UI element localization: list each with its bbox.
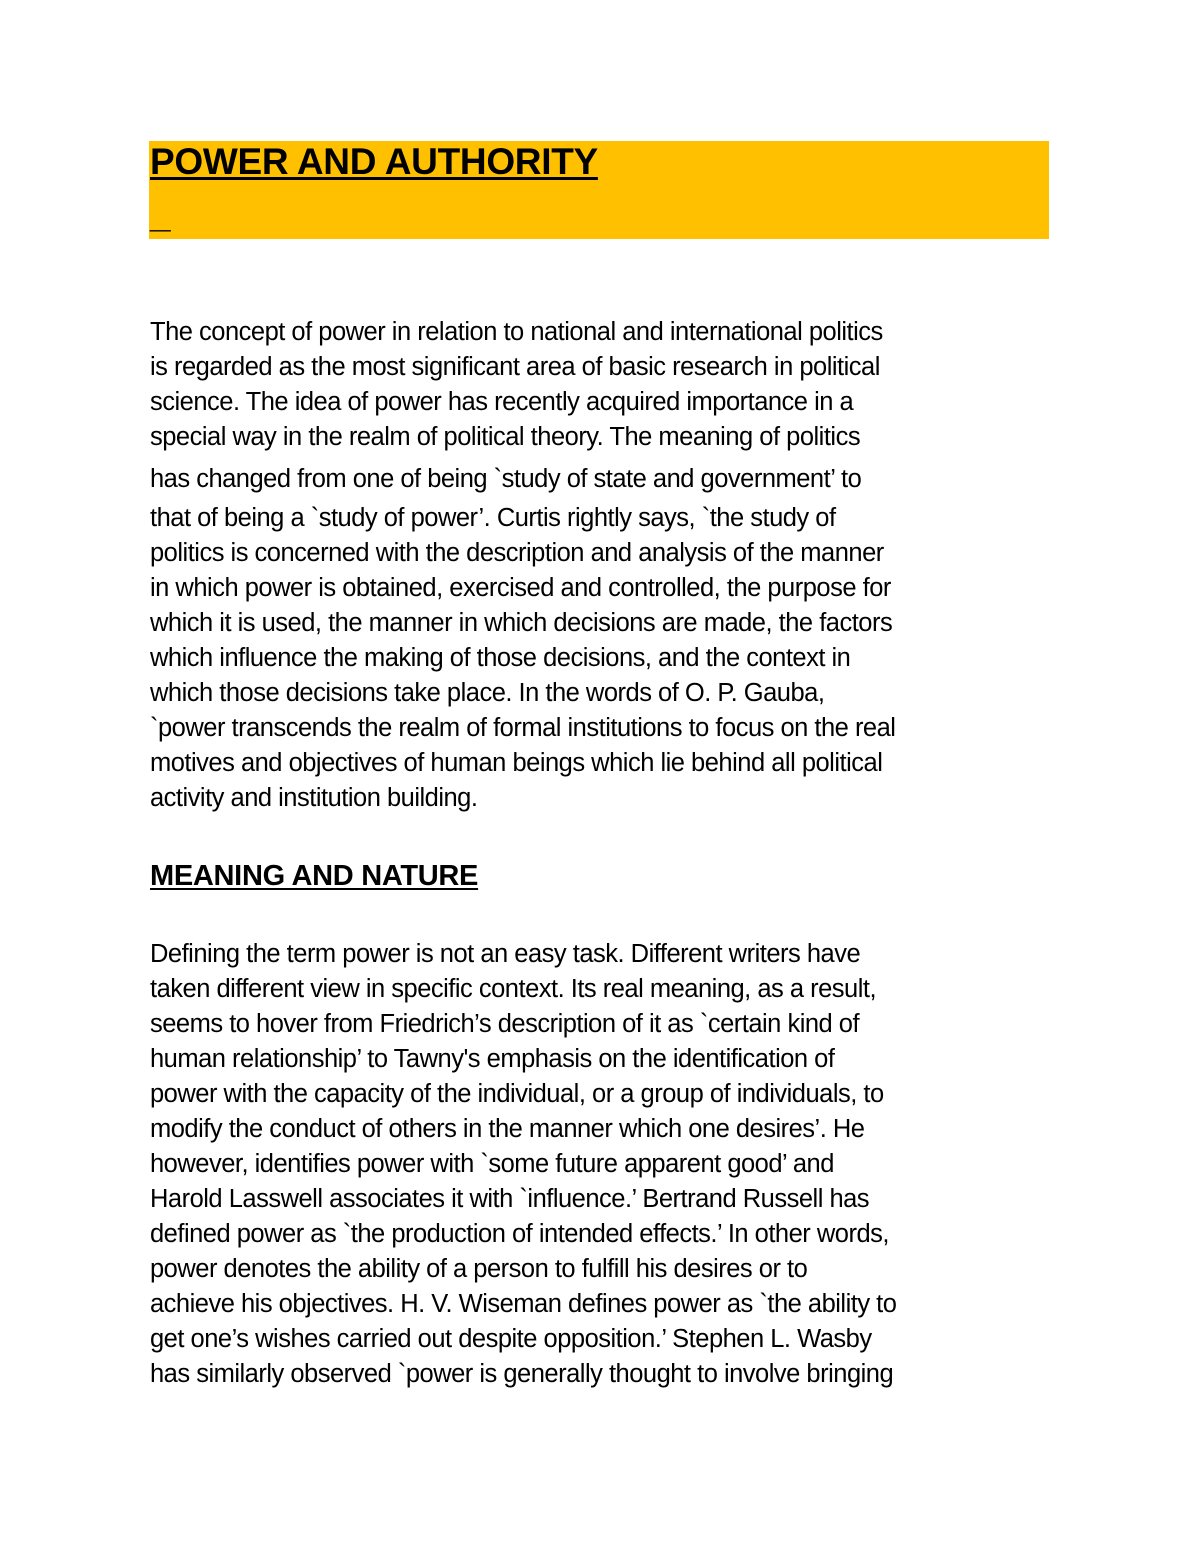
- title-highlight-block: [149, 141, 1049, 239]
- paragraph-line: is regarded as the most significant area of basic research in political: [150, 353, 880, 381]
- paragraph-line: has changed from one of being `study of state and government’ to: [150, 465, 862, 493]
- title-trailing-underscore: _: [150, 194, 171, 235]
- paragraph-line: politics is concerned with the description and analysis of the manner: [150, 539, 884, 567]
- paragraph-line: Defining the term power is not an easy task. Different writers have: [150, 940, 861, 968]
- paragraph-line: power with the capacity of the individual, or a group of individuals, to: [150, 1080, 884, 1108]
- meaning-paragraph: [150, 937, 1060, 1392]
- paragraph-line: achieve his objectives. H. V. Wiseman defines power as `the ability to: [150, 1290, 897, 1318]
- paragraph-line: special way in the realm of political theory. The meaning of politics: [150, 423, 861, 451]
- paragraph-line: motives and objectives of human beings which lie behind all political: [150, 749, 883, 777]
- paragraph-line: activity and institution building.: [150, 784, 478, 812]
- paragraph-line: The concept of power in relation to national and international politics: [150, 318, 883, 346]
- paragraph-line: has similarly observed `power is generally thought to involve bringing: [150, 1360, 894, 1388]
- paragraph-line: defined power as `the production of intended effects.’ In other words,: [150, 1220, 889, 1248]
- section-heading: MEANING AND NATURE: [150, 860, 479, 892]
- paragraph-line: that of being a `study of power’. Curtis rightly says, `the study of: [150, 504, 836, 532]
- paragraph-line: human relationship’ to Tawny's emphasis on the identification of: [150, 1045, 835, 1073]
- intro-paragraph: [150, 315, 1060, 816]
- paragraph-line: science. The idea of power has recently acquired importance in a: [150, 388, 854, 416]
- paragraph-line: seems to hover from Friedrich’s description of it as `certain kind of: [150, 1010, 860, 1038]
- paragraph-line: power denotes the ability of a person to fulfill his desires or to: [150, 1255, 808, 1283]
- paragraph-line: Harold Lasswell associates it with `influence.’ Bertrand Russell has: [150, 1185, 870, 1213]
- paragraph-line: which influence the making of those decisions, and the context in: [150, 644, 851, 672]
- paragraph-line: however, identifies power with `some future apparent good’ and: [150, 1150, 834, 1178]
- paragraph-line: which it is used, the manner in which decisions are made, the factors: [150, 609, 893, 637]
- paragraph-line: `power transcends the realm of formal institutions to focus on the real: [150, 714, 896, 742]
- paragraph-line: which those decisions take place. In the words of O. P. Gauba,: [150, 679, 825, 707]
- document-title: POWER AND AUTHORITY: [150, 141, 598, 182]
- paragraph-line: taken different view in specific context. Its real meaning, as a result,: [150, 975, 877, 1003]
- paragraph-line: in which power is obtained, exercised and controlled, the purpose for: [150, 574, 891, 602]
- paragraph-line: modify the conduct of others in the manner which one desires’. He: [150, 1115, 865, 1143]
- paragraph-line: get one’s wishes carried out despite opposition.’ Stephen L. Wasby: [150, 1325, 872, 1353]
